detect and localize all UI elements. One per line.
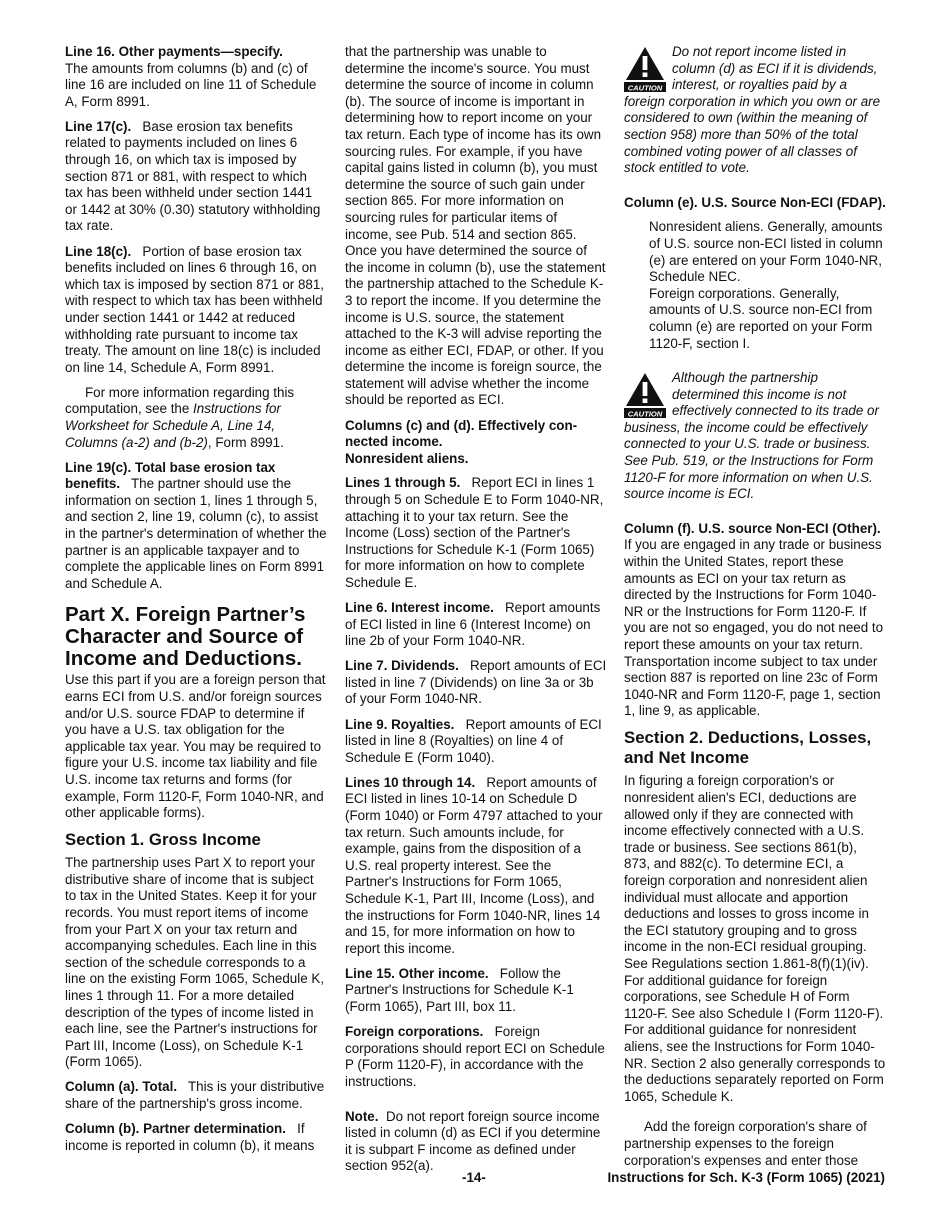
column-e-heading: Column (e). U.S. Source Non-ECI (FDAP). — [624, 194, 886, 210]
column-middle — [345, 44, 607, 1183]
column-right — [624, 44, 886, 1178]
page-number: -14- — [462, 1170, 486, 1185]
column-b-heading: Column (b). Partner determination. — [65, 1121, 286, 1137]
lines-10-14-paragraph — [345, 775, 607, 958]
line-17c-text: Base erosion tax benefits related to payments included on lines 6 through 16, on which tax is imposed by section 871 or 881, with respect to which tax has been withheld under section 1441 or 1442 at 30% (0.30) statutory withholding tax rate. — [65, 118, 321, 234]
section-2-text: In figuring a foreign corporation's or nonresident alien's ECI, deductions are allowed only if they are connected with income effectively connected with a U.S. trade or business. See sections 861(b), 873, and 882(c). To determine ECI, a foreign corporation and nonresident alien individual must allocate and apportion deductions and losses to gross income in the ECI statutory grouping and to gross income in the non-ECI residual grouping. See Regulations section 1.861-8(f)(1)(iv). For additional guidance for foreign corporations, see Schedule H of Form 1120-F. See also Schedule I (Form 1120-F). For additional guidance for nonresident aliens, see the Instructions for Form 1040-NR. Section 2 also generally corresponds to the deductions separately reported on Form 1065, Schedule K. — [624, 773, 886, 1104]
line-16-text: The amounts from columns (b) and (c) of line 16 are included on line 11 of Schedule A, Form 8991. — [65, 60, 317, 109]
line-7-text: Report amounts of ECI listed in line 7 (Dividends) on line 3a or 3b of your Form 1040-NR. — [345, 658, 607, 707]
foreign-corporations-heading: Foreign corporations. — [345, 1024, 484, 1040]
line-6-paragraph — [345, 600, 607, 650]
caution-box-2 — [624, 370, 886, 503]
line-7-heading: Line 7. Dividends. — [345, 658, 459, 674]
lines-10-14-heading: Lines 10 through 14. — [345, 774, 476, 790]
caution-warning-icon — [624, 372, 666, 418]
column-b-paragraph — [65, 1121, 327, 1154]
caution-warning-icon — [624, 46, 666, 92]
caution-1-text: Do not report income listed in column (d) as ECI if it is dividends, interest, or royalties paid by a foreign corporation in which you own or are considered to own (within the meaning of section 958) more than 50% of the total combined voting power of all classes of stock entitled to vote. — [624, 44, 881, 176]
more-info-text-a: For more information regarding this computation, see the — [65, 384, 295, 417]
document-title: Instructions for Sch. K-3 (Form 1065) (2021) — [607, 1170, 885, 1185]
line-19c-text: The partner should use the information on section 1, lines 1 through 5, and section 2, line 19, column (c), to assist in the partner's determination of whether the partner is an applicable taxpayer and to complete the applicable lines on Form 8991 and Schedule A. — [65, 476, 327, 591]
column-f-heading: Column (f). U.S. source Non-ECI (Other). — [624, 520, 881, 536]
caution-label: CAUTION — [627, 83, 663, 92]
column-e-foreign-corp-text: Foreign corporations. Generally, amounts of U.S. source non-ECI from column (e) are reported on your Form 1120-F, section I. — [649, 285, 873, 351]
section-1-heading: Section 1. Gross Income — [65, 830, 261, 850]
column-a-heading: Column (a). Total. — [65, 1079, 178, 1095]
section-2-heading: Section 2. Deductions, Losses, and Net Income — [624, 728, 872, 768]
column-a-text: This is your distributive share of the partnership's gross income. — [65, 1079, 325, 1112]
line-9-text: Report amounts of ECI listed in line 8 (Royalties) on line 4 of Schedule E (Form 1040). — [345, 716, 602, 765]
line-15-text: Follow the Partner's Instructions for Schedule K-1 (Form 1065), Part III, box 11. — [345, 965, 574, 1015]
more-info-reference: Instructions for Worksheet for Schedule A, Line 14, Columns (a-2) and (b-2) — [65, 401, 281, 450]
column-f-text: If you are engaged in any trade or business within the United States, report these amounts as ECI on your tax return as directed by the Instructions for Form 1040-NR or the Instructions for Form 1120-F. If you are not so engaged, you do not need to report these amounts on your tax return. Transportation income subject to tax under section 887 is reported on line 23c of Form 1040-NR and Form 1120-F, page 1, section 1, line 9, as applicable. — [624, 537, 884, 719]
columns-c-d-heading: Columns (c) and (d). Effectively connected income. — [345, 417, 578, 450]
line-15-paragraph — [345, 966, 607, 1016]
column-e-nonresident-text: Nonresident aliens. Generally, amounts of U.S. source non-ECI listed in column (e) are entered on your Form 1040-NR, Schedule NEC. — [649, 219, 883, 285]
caution-box-1 — [624, 44, 886, 177]
line-19c-paragraph — [65, 460, 327, 593]
nonresident-aliens-heading: Nonresident aliens. — [345, 450, 469, 466]
lines-1-5-heading: Lines 1 through 5. — [345, 475, 461, 491]
column-b-continued: that the partnership was unable to determine the income's source. You must determine the source of income in column (b). The source of income is important in determining how to report income on your tax return. Each type of income has its own sourcing rules. For example, if you have capital gains listed in column (b), you must determine the source of such gain under section 865. For more information on sourcing rules for particular items of income, see Pub. 514 and section 865. Once you have determined the source of the income in column (b), use the statement the partnership attached to the Schedule K-3 to report the income. If you determine the income is U.S. source, the statement attached to the K-3 will advise reporting the income as either ECI, FDAP, or other. If you determine the income is foreign source, the statement will advise whether the income should be reported as ECI. — [345, 44, 606, 408]
note-paragraph — [345, 1109, 607, 1175]
line-15-heading: Line 15. Other income. — [345, 965, 489, 981]
more-info-text-b: , Form 8991. — [207, 434, 284, 450]
column-b-text: If income is reported in column (b), it means — [65, 1121, 315, 1153]
column-left — [65, 44, 327, 1163]
line-18c-paragraph — [65, 244, 327, 377]
note-heading: Note. — [345, 1108, 379, 1124]
foreign-corporations-text: Foreign corporations should report ECI on Schedule P (Form 1120-F), in accordance with the instructions. — [345, 1024, 605, 1089]
line-18c-text: Portion of base erosion tax benefits included on lines 6 through 16, on which tax is imposed by section 871 or 881, with respect to which tax has been withheld under section 1441 or 1442 at reduced withholding rate pursuant to income tax treaty. The amount on line 18(c) is included on line 14, Schedule A, Form 8991. — [65, 243, 325, 375]
line-9-paragraph — [345, 717, 607, 767]
line-6-heading: Line 6. Interest income. — [345, 600, 494, 615]
part-x-heading: Part X. Foreign Partner’s Character and Source of Income and Deductions. — [65, 603, 306, 671]
line-19c-heading: Line 19(c). Total base erosion tax benefits. — [65, 459, 276, 492]
line-9-heading: Line 9. Royalties. — [345, 716, 455, 732]
line-16-paragraph — [65, 44, 327, 110]
line-7-paragraph — [345, 658, 607, 708]
line-17c-paragraph — [65, 119, 327, 235]
foreign-corporations-paragraph — [345, 1024, 607, 1090]
section-2-add-text: Add the foreign corporation's share of partnership expenses to the foreign corporation's expenses and enter those — [624, 1119, 867, 1168]
note-text: Do not report foreign source income listed in column (d) as ECI if you determine it is subpart F income as defined under section 952(a). — [345, 1108, 601, 1174]
part-x-text: Use this part if you are a foreign person that earns ECI from U.S. and/or foreign sources and/or U.S. source FDAP to determine if you have a U.S. tax obligation for the applicable tax year. You may be required to figure your U.S. income tax liability and file U.S. income tax returns and forms (for example, Form 1120-F, Form 1040-NR, and other applicable forms). — [65, 672, 326, 821]
lines-1-5-text: Report ECI in lines 1 through 5 on Schedule E to Form 1040-NR, attaching it to your tax return. See the Income (Loss) section of the Partner's Instructions for Schedule K-1 (Form 1065) for more information on how to complete Schedule E. — [345, 475, 604, 590]
more-info-paragraph — [65, 385, 327, 451]
section-1-text: The partnership uses Part X to report your distributive share of income that is subject to tax in the United States. Keep it for your records. You must report items of income from your Part X on your tax return and accompanying schedules. Each line in this section of the schedule corresponds to a line on the existing Form 1065, Schedule K, lines 1 through 11. For a more detailed description of the types of income listed in each line, see the Partner's instructions for Part III, Income (Loss), on Schedule K-1 (Form 1065). — [65, 855, 325, 1070]
column-f-paragraph — [624, 521, 886, 720]
lines-1-5-paragraph — [345, 475, 607, 591]
line-16-heading: Line 16. Other payments—specify. — [65, 44, 283, 59]
caution-2-text: Although the partnership determined this income is not effectively connected to its trade or business, the income could be effectively connected to your U.S. trade or business. See Pub. 519, or the Instructions for Form 1120-F for more information on when U.S. source income is ECI. — [624, 370, 879, 502]
line-6-text: Report amounts of ECI listed in line 6 (Interest Income) on line 2b of your Form 1040-NR. — [345, 600, 601, 649]
line-17c-heading: Line 17(c). — [65, 118, 132, 134]
column-a-paragraph — [65, 1079, 327, 1112]
lines-10-14-text: Report amounts of ECI listed in lines 10-14 on Schedule D (Form 1040) or Form 4797 attached to your tax return. Such amounts include, for example, gains from the disposition of a U.S. real property interest. See the Partner's Instructions for Form 1065, Schedule K-1, Part III, Income (Loss), and the instructions for Form 1040-NR, lines 14 and 15, for more information on how to report this income. — [345, 774, 603, 956]
line-18c-heading: Line 18(c). — [65, 243, 132, 259]
caution-label: CAUTION — [627, 409, 663, 419]
